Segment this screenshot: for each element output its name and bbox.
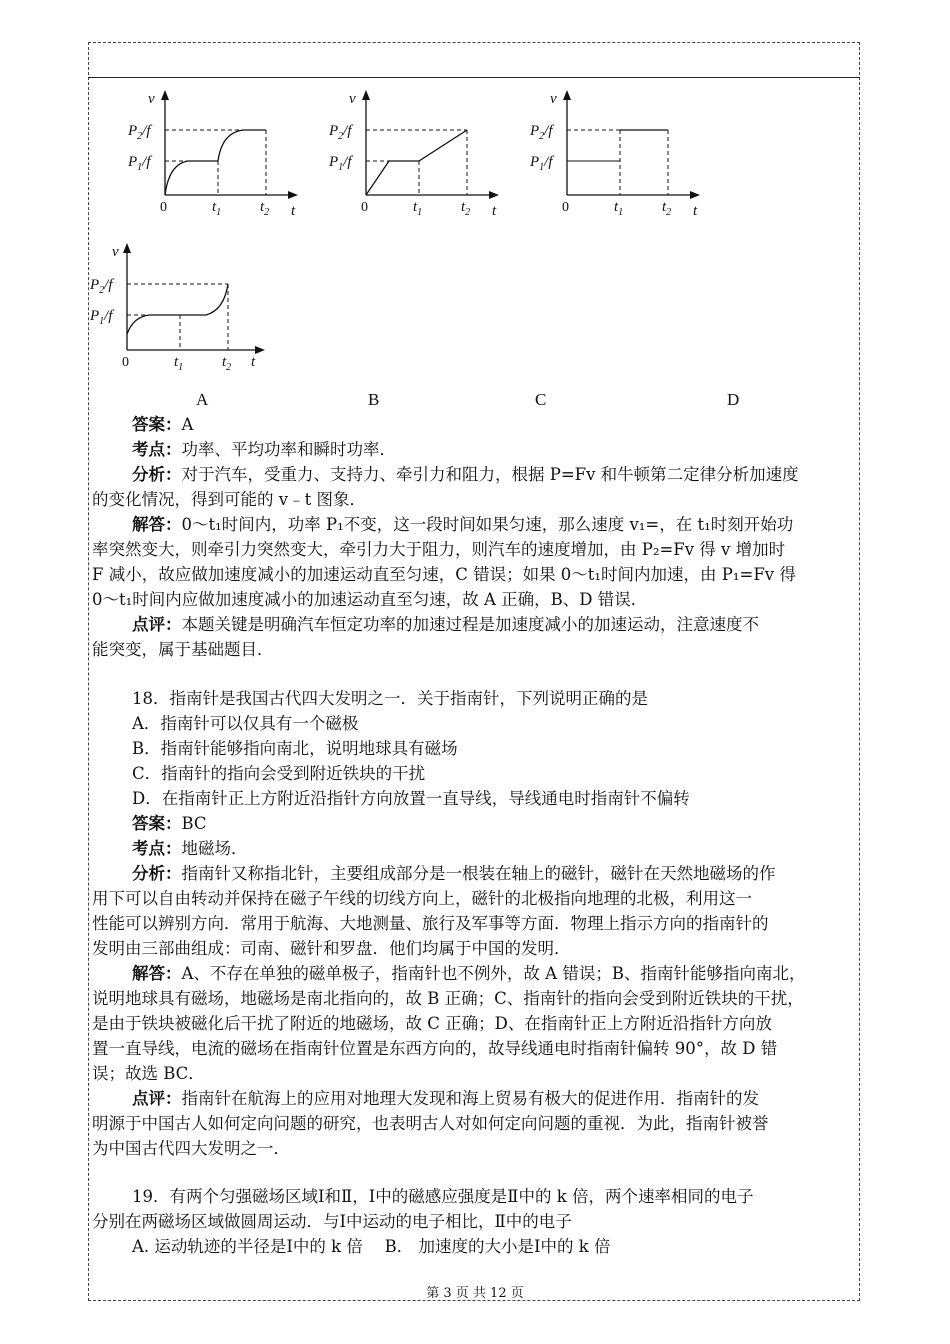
svg-text:P1/f: $P_1/f$ — [530, 154, 553, 173]
q18-block: 18．指南针是我国古代四大发明之一．关于指南针，下列说明正确的是 A．指南针可以仅具有一个磁极 B．指南针能够指向南北，说明地球具有磁场 C．指南针的指向会受到附近铁块的干扰 D．在指南针正上方附近沿指针方向放置一直导线，导线通电时指南针不偏转 答案：BC 考点：地磁场． 分析：指南针又称指北针，主要组成部分是一根装在轴上的磁针，磁针在天然地磁场的作 用下可以自由转动并保持在磁子午线的切线方向上，磁针的北极指向地理的北极，利用这一 性能可以辨别方向．常用于航海、大地测量、旅行及军事等方面．物理上指示方向的指南针的 发明由三部曲组成：司南、磁针和罗盘．他们均属于中国的发明． 解答：A、不存在单独的磁单极子，指南针也不例外，故 A 错误；B、指南针能够指向南北， 说明地球具有磁场，地磁场是南北指向的，故 B 正确；C、指南针的指向会受到附近铁块的干扰， 是由于铁块被磁化后干扰了附近的地磁场，故 C 正确；D、在指南针正上方附近沿指针方向放 置一直导线，电流的磁场在指南针位置是东西方向的，故导线通电时指南针偏转 90°，故 D 错 误；故选 BC． 点评：指南针在航海上的应用对地理大发现和海上贸易有极大的促进作用．指南针的发 明源于中国古人如何定向问题的研究，也表明古人对如何定向问题的重视．为此，指南针被誉 为中国古代四大发明之一． — [92, 686, 860, 1161]
q17-comment: 点评：本题关键是明确汽车恒定功率的加速过程是加速度减小的加速运动，注意速度不 — [132, 615, 759, 634]
q19-block: 19．有两个匀强磁场区域Ⅰ和Ⅱ，Ⅰ中的磁感应强度是Ⅱ中的 k 倍，两个速率相同的电子 分别在两磁场区域做圆周运动．与Ⅰ中运动的电子相比，Ⅱ中的电子 A. 运动轨迹的半径是Ⅰ中的 k 倍 B． 加速度的大小是Ⅰ中的 k 倍 — [92, 1184, 860, 1259]
q18-option-b: B．指南针能够指向南北，说明地球具有磁场 — [132, 739, 458, 758]
option-label-c: C — [535, 390, 547, 409]
svg-text:v: v — [550, 91, 557, 107]
svg-text:t2: $t_2$ — [222, 354, 232, 373]
q19-stem: 19．有两个匀强磁场区域Ⅰ和Ⅱ，Ⅰ中的磁感应强度是Ⅱ中的 k 倍，两个速率相同的电子 — [132, 1187, 754, 1206]
origin-label: 0 — [122, 355, 129, 370]
svg-text:t: t — [291, 203, 296, 219]
q17-analysis: 分析：对于汽车，受重力、支持力、牵引力和阻力，根据 P=Fv 和牛顿第二定律分析加速度 — [132, 465, 799, 484]
svg-text:0: 0 — [361, 200, 368, 215]
svg-text:t2: $t_2$ — [662, 199, 672, 218]
svg-text:P2/f: $P_2/f$ — [530, 123, 553, 142]
graph-top-2 — [327, 85, 512, 220]
q18-option-d: D．在指南针正上方附近沿指针方向放置一直导线，导线通电时指南针不偏转 — [132, 789, 690, 808]
svg-text:P1/f: $P_1/f$ — [329, 154, 352, 173]
svg-text:P2/f: $P_2/f$ — [329, 123, 352, 142]
svg-text:t1: $t_1$ — [614, 199, 624, 218]
q18-solution: 解答：A、不存在单独的磁单极子，指南针也不例外，故 A 错误；B、指南针能够指向南北， — [132, 964, 806, 983]
option-label-a: A — [196, 390, 209, 409]
q17-point: 考点：功率、平均功率和瞬时功率． — [132, 440, 396, 459]
svg-text:t1: $t_1$ — [413, 199, 423, 218]
graph-top-1 — [126, 85, 311, 220]
q18-option-a: A．指南针可以仅具有一个磁极 — [132, 714, 359, 733]
q18-option-c: C．指南针的指向会受到附近铁块的干扰 — [132, 764, 426, 783]
svg-text:0: 0 — [562, 200, 569, 215]
svg-text:P2/f: $P_2/f$ — [90, 277, 113, 296]
svg-text:t1: $t_1$ — [212, 199, 222, 218]
graph-a — [88, 238, 273, 373]
q18-stem: 18．指南针是我国古代四大发明之一．关于指南针，下列说明正确的是 — [132, 689, 648, 708]
q18-analysis: 分析：指南针又称指北针，主要组成部分是一根装在轴上的磁针，磁针在天然地磁场的作 — [132, 864, 776, 883]
svg-text:t1: $t_1$ — [174, 354, 184, 373]
graph-top-3 — [528, 85, 713, 220]
svg-text:t2: $t_2$ — [260, 199, 270, 218]
svg-text:0: 0 — [160, 200, 167, 215]
q17-answer: 答案：A — [132, 415, 194, 434]
svg-text:t2: $t_2$ — [461, 199, 471, 218]
header-rule — [88, 77, 860, 78]
svg-text:t: t — [492, 203, 497, 219]
svg-text:P1/f: $P_1/f$ — [128, 154, 151, 173]
q17-solution-text: 解答：0～t₁时间内，功率 P₁不变，这一段时间如果匀速，那么速度 v₁=，在 t₁时刻开始功 — [132, 515, 794, 534]
v-axis-label: v — [112, 244, 119, 260]
q18-answer: 答案：BC — [132, 814, 207, 833]
q18-comment: 点评：指南针在航海上的应用对地理大发现和海上贸易有极大的促进作用．指南针的发 — [132, 1089, 759, 1108]
t-axis-label: t — [251, 354, 256, 370]
option-label-b: B — [368, 390, 380, 409]
svg-text:P2/f: $P_2/f$ — [128, 123, 151, 142]
q18-point: 考点：地磁场． — [132, 839, 248, 858]
q17-solution: 答案：A 考点：功率、平均功率和瞬时功率． 分析：对于汽车，受重力、支持力、牵引力和阻力，根据 P=Fv 和牛顿第二定律分析加速度 的变化情况，得到可能的 v﹣t 图象． 解答：0～t₁时间内，功率 P₁不变，这一段时间如果匀速，那么速度 v₁=，在 t₁时刻开始功 率突然变大，则牵引力突然变大，牵引力大于阻力，则汽车的速度增加，由 P₂=Fv 得 v 增加时 F 减小，故应做加速度减小的加速运动直至匀速，C 错误；如果 0～t₁时间内加速，由 P₁=Fv 得 0～t₁时间内应做加速度减小的加速运动直至匀速，故 A 正确，B、D 错误． 点评：本题关键是明确汽车恒定功率的加速过程是加速度减小的加速运动，注意速度不 能突变，属于基础题目． — [92, 412, 860, 662]
q19-options: A. 运动轨迹的半径是Ⅰ中的 k 倍 B． 加速度的大小是Ⅰ中的 k 倍 — [132, 1237, 611, 1256]
page-footer: 第 3 页 共 12 页 — [426, 1286, 524, 1301]
svg-text:t: t — [693, 203, 698, 219]
svg-text:P1/f: $P_1/f$ — [90, 308, 113, 327]
option-label-d: D — [727, 390, 740, 409]
svg-text:v: v — [148, 91, 155, 107]
svg-text:v: v — [349, 91, 356, 107]
